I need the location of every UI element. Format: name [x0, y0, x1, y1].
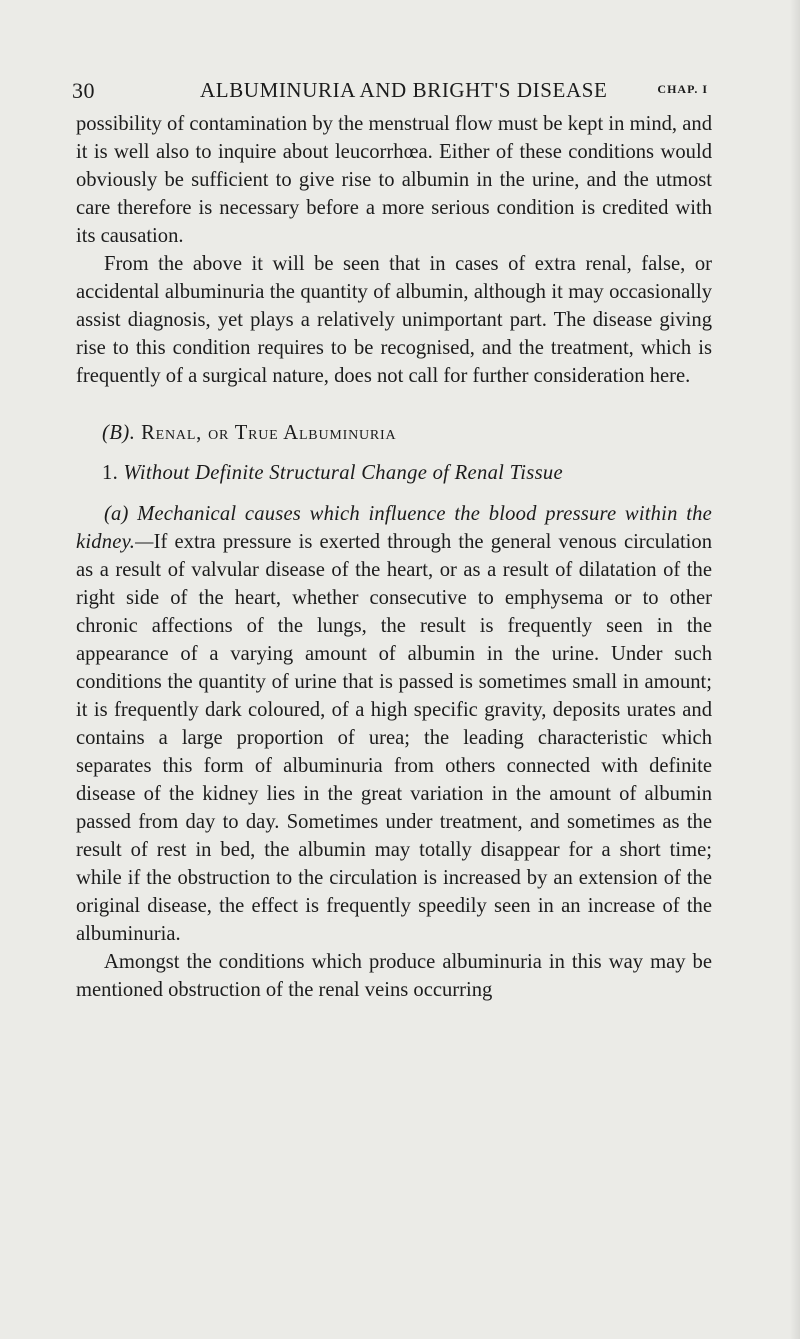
- book-page: [72, 72, 712, 1001]
- paragraph-2: From the above it will be seen that in cases of extra renal, false, or accidental albuminuria the quantity of albumin, although it may occasionally assist diagnosis, yet plays a relatively unimportant part. The disease giving rise to this condition requires to be recognised, and the treatment, which is frequently of a surgical nature, does not call for further consideration here.: [76, 253, 712, 387]
- paragraph-1: possibility of contamination by the menstrual flow must be kept in mind, and it is well also to inquire about leucorrhœa. Either of these conditions would obviously be sufficient to give rise to albumin in the urine, and the utmost care therefore is necessary before a more serious condition is credited with its causation.: [76, 113, 712, 247]
- page-edge-shadow: [790, 0, 800, 1339]
- section-label: (B).: [102, 422, 136, 444]
- page-number: 30: [72, 78, 95, 103]
- section-heading: [76, 419, 712, 447]
- paragraph-4: Amongst the conditions which produce albuminuria in this way may be mentioned obstruction of the renal veins occurring: [76, 951, 712, 1001]
- running-title: ALBUMINURIA AND BRIGHT'S DISEASE: [200, 78, 608, 102]
- subsection-number: 1.: [102, 462, 119, 484]
- subsection-title: Without Definite Structural Change of Renal Tissue: [123, 462, 563, 484]
- running-header: [72, 72, 712, 112]
- subsubsection-title: Mechanical causes which influence the blood pressure within the kidney.—: [76, 503, 712, 553]
- subsection-heading: [76, 459, 712, 487]
- section-title: Renal, or True Albuminuria: [141, 422, 397, 444]
- paragraph-3-body: If extra pressure is exerted through the general venous circulation as a result of valvular disease of the heart, or as a result of dilatation of the right side of the heart, whether consecutive to emphysema or to other chronic affections of the lungs, the result is frequently seen in the appearance of a varying amount of albumin in the urine. Under such conditions the quantity of urine that is passed is sometimes small in amount; it is frequently dark coloured, of a high specific gravity, deposits urates and contains a large proportion of urea; the leading characteristic which separates this form of albuminuria from others connected with definite disease of the kidney lies in the great variation in the amount of albumin passed from day to day. Sometimes under treatment, and sometimes as the result of rest in bed, the albumin may totally disappear for a short time; while if the obstruction to the circulation is increased by an extension of the original disease, the effect is frequently speedily seen in an increase of the albuminuria.: [76, 531, 712, 945]
- paragraph-3: [76, 500, 712, 948]
- body-text: [76, 110, 712, 1004]
- subsubsection-label: (a): [104, 503, 129, 525]
- chapter-label: CHAP. I: [657, 82, 708, 96]
